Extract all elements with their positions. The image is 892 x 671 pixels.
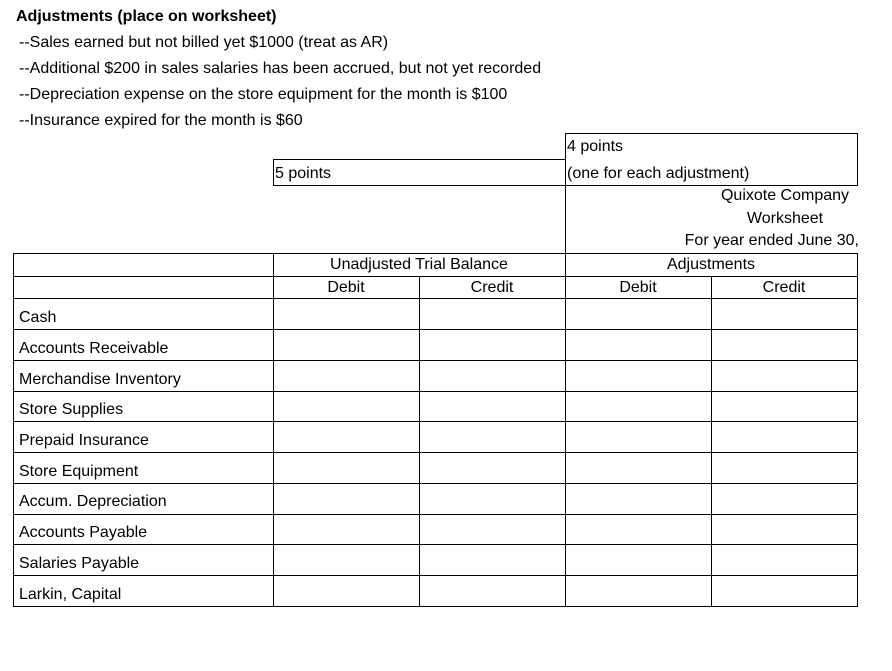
table-rule xyxy=(13,606,858,607)
unadjusted-trial-balance-header: Unadjusted Trial Balance xyxy=(330,256,508,273)
table-rule xyxy=(13,253,14,606)
table-rule xyxy=(13,253,858,254)
adjustments-title: Adjustments (place on worksheet) xyxy=(16,8,277,25)
four-points-label: 4 points xyxy=(567,138,624,155)
account-name: Salaries Payable xyxy=(19,555,140,572)
adjustment-line: --Additional $200 in sales salaries has been accrued, but not yet recorded xyxy=(19,60,542,77)
table-rule xyxy=(13,421,858,422)
table-rule xyxy=(13,360,858,361)
account-name: Merchandise Inventory xyxy=(19,371,181,388)
table-rule xyxy=(13,575,858,576)
table-rule xyxy=(13,276,858,277)
table-rule xyxy=(13,452,858,453)
column-divider xyxy=(565,186,566,254)
table-rule xyxy=(273,253,274,606)
worksheet-title: Worksheet xyxy=(746,210,824,227)
table-rule xyxy=(13,329,858,330)
adjustments-header: Adjustments xyxy=(666,256,756,273)
account-name: Larkin, Capital xyxy=(19,586,122,603)
account-name: Cash xyxy=(19,309,57,326)
account-name: Store Supplies xyxy=(19,401,124,418)
worksheet-period: For year ended June 30, xyxy=(684,232,859,249)
table-rule xyxy=(711,276,712,606)
company-name: Quixote Company xyxy=(720,187,850,204)
five-points-label: 5 points xyxy=(275,165,332,182)
account-name: Accounts Receivable xyxy=(19,340,169,357)
account-name: Accum. Depreciation xyxy=(19,493,167,510)
account-name: Accounts Payable xyxy=(19,524,148,541)
credit-header: Credit xyxy=(470,279,514,296)
table-rule xyxy=(13,544,858,545)
table-rule xyxy=(565,253,566,606)
table-rule xyxy=(13,514,858,515)
table-rule xyxy=(857,253,858,606)
table-rule xyxy=(419,276,420,606)
table-rule xyxy=(13,298,858,299)
one-each-label: (one for each adjustment) xyxy=(567,165,750,182)
account-name: Store Equipment xyxy=(19,463,139,480)
credit-header: Credit xyxy=(762,279,806,296)
table-rule xyxy=(13,483,858,484)
adjustment-line: --Sales earned but not billed yet $1000 (treat as AR) xyxy=(19,34,389,51)
table-rule xyxy=(13,391,858,392)
debit-header: Debit xyxy=(619,279,657,296)
adjustment-line: --Depreciation expense on the store equipment for the month is $100 xyxy=(19,86,508,103)
debit-header: Debit xyxy=(327,279,365,296)
account-name: Prepaid Insurance xyxy=(19,432,149,449)
adjustment-line: --Insurance expired for the month is $60 xyxy=(19,112,303,129)
